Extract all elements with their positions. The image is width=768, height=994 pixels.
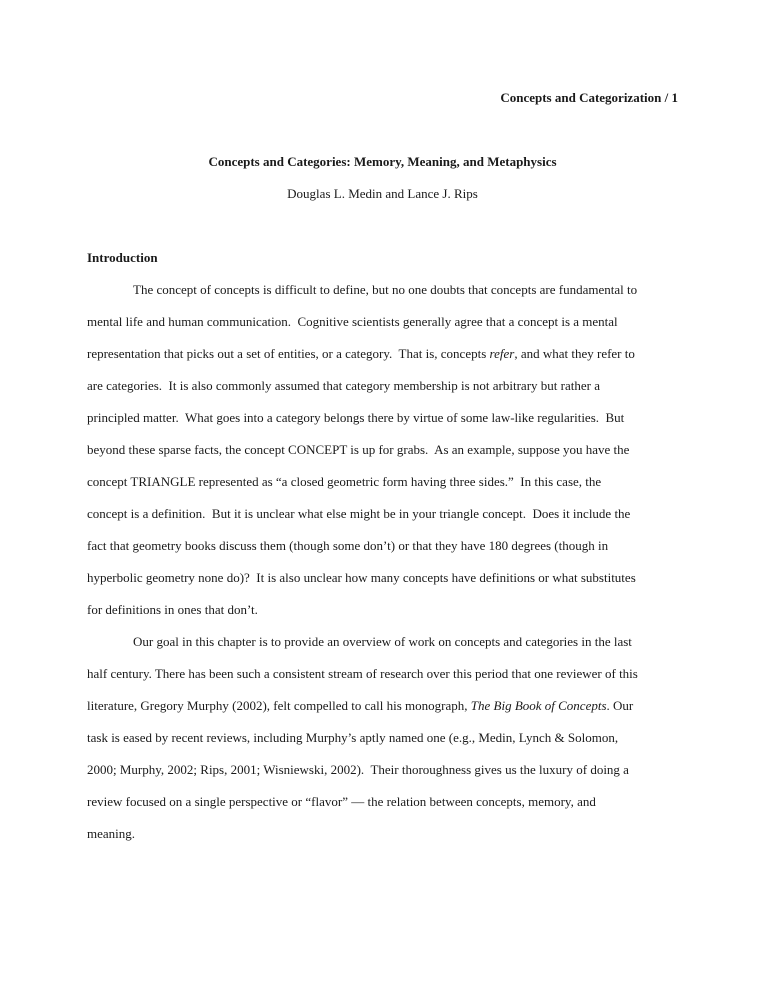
text-line: review focused on a single perspective or “flavor” — the relation between concepts, memory, and [87,794,596,809]
text-line: beyond these sparse facts, the concept CONCEPT is up for grabs. As an example, suppose you have the [87,442,630,457]
text-line: representation that picks out a set of entities, or a category. That is, concepts refer, and what they refer to [87,346,635,361]
text-line: literature, Gregory Murphy (2002), felt compelled to call his monograph, The Big Book of Concepts. Our [87,698,634,713]
text-line: The concept of concepts is difficult to define, but no one doubts that concepts are fundamental to [133,282,638,297]
text-line: Our goal in this chapter is to provide an overview of work on concepts and categories in the last [133,634,632,649]
text-line: meaning. [87,826,136,841]
text-line: concept TRIANGLE represented as “a closed geometric form having three sides.” In this case, the [87,474,602,489]
paper-title: Concepts and Categories: Memory, Meaning, and Metaphysics [208,154,557,169]
text-line: task is eased by recent reviews, including Murphy’s aptly named one (e.g., Medin, Lynch & Solomon, [87,730,619,745]
text-line: principled matter. What goes into a category belongs there by virtue of some law-like regularities. But [87,410,625,425]
section-heading-introduction: Introduction [87,250,158,265]
running-head: Concepts and Categorization / 1 [500,90,678,105]
text-line: are categories. It is also commonly assumed that category membership is not arbitrary but rather a [87,378,600,393]
text-line: half century. There has been such a consistent stream of research over this period that one reviewer of this [87,666,638,681]
author-line: Douglas L. Medin and Lance J. Rips [287,186,478,201]
vertical-spacer [87,210,678,242]
text-line: concept is a definition. But it is unclear what else might be in your triangle concept. Does it include the [87,506,631,521]
text-line: hyperbolic geometry none do)? It is also unclear how many concepts have definitions or what substitutes [87,570,636,585]
vertical-spacer [87,114,678,146]
paragraph [87,274,678,626]
body-text [87,274,678,850]
text-line: fact that geometry books discuss them (though some don’t) or that they have 180 degrees (though in [87,538,609,553]
text-line: 2000; Murphy, 2002; Rips, 2001; Wisniewski, 2002). Their thoroughness gives us the luxury of doing a [87,762,629,777]
text-line: mental life and human communication. Cognitive scientists generally agree that a concept is a mental [87,314,618,329]
text-line: for definitions in ones that don’t. [87,602,258,617]
paragraph [87,626,678,850]
